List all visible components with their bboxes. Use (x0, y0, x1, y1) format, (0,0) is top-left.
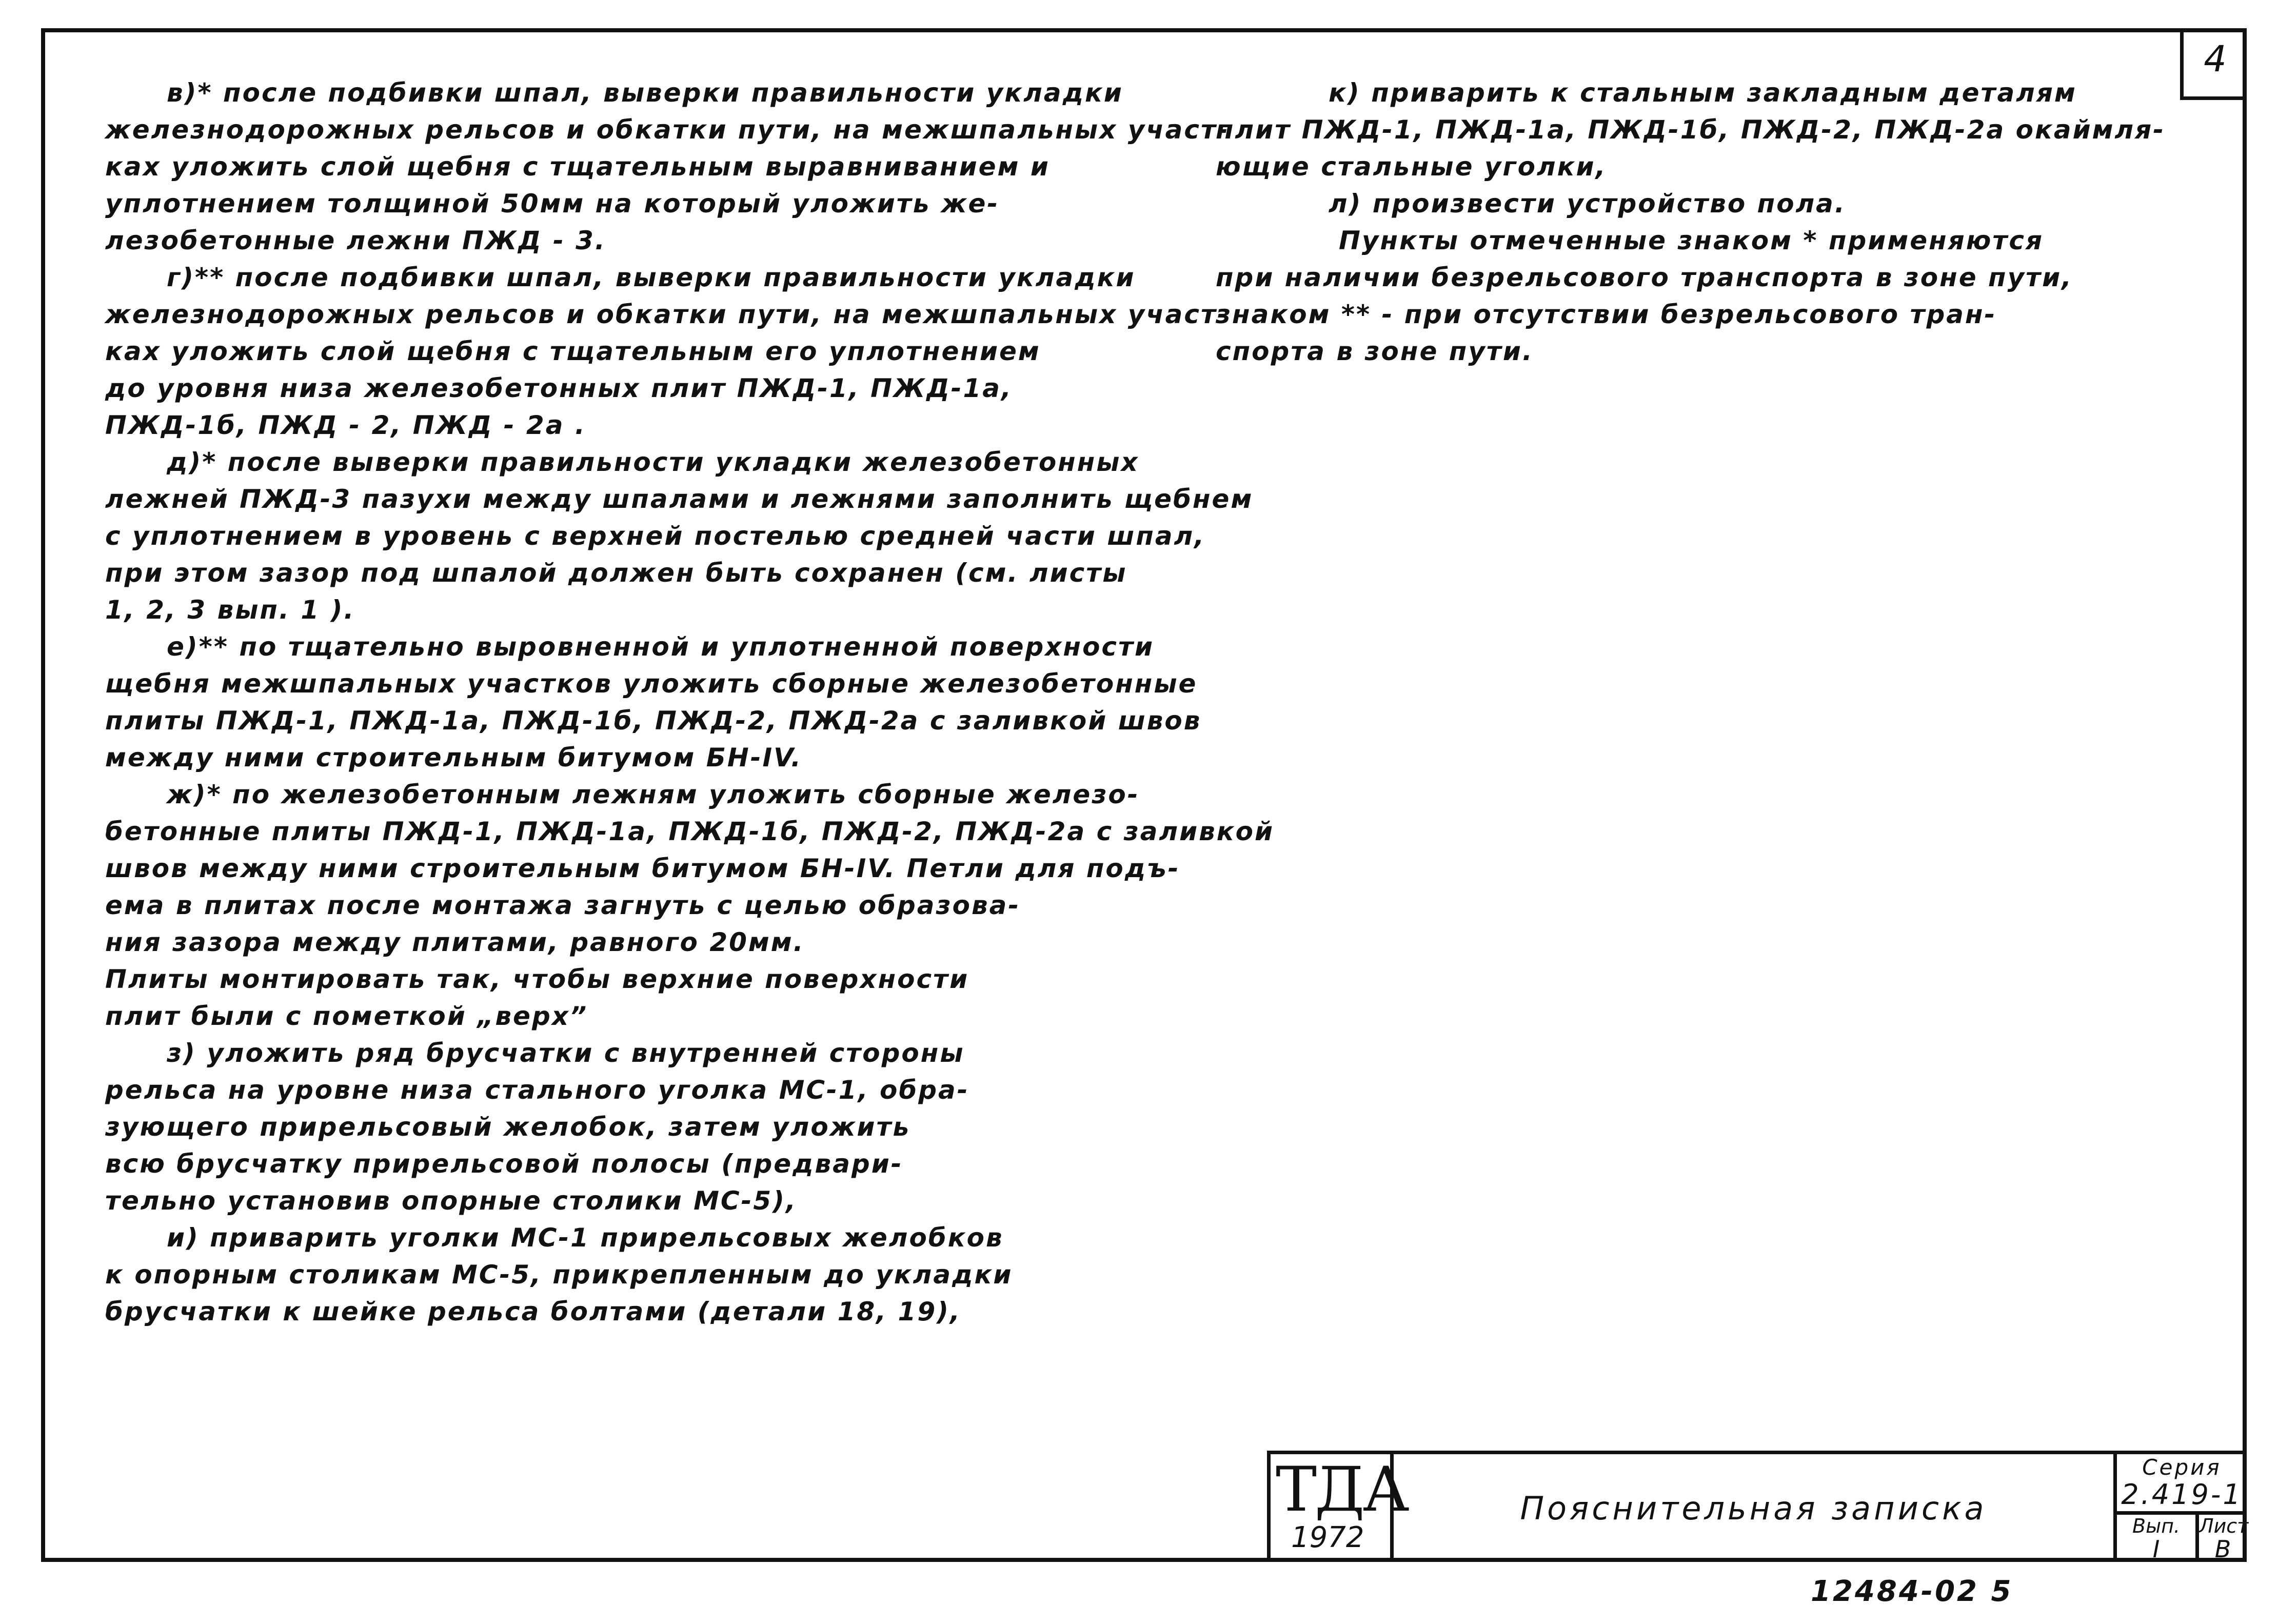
text-line: бетонные плиты ПЖД-1, ПЖД-1а, ПЖД-1б, ПЖД-2, ПЖД-2а с заливкой (105, 817, 1275, 846)
text-line: с уплотнением в уровень с верхней постелью средней части шпал, (105, 521, 1206, 551)
logo-text: ТДА (1276, 1454, 1408, 1526)
text-line: 1, 2, 3 вып. 1 ). (105, 595, 355, 625)
text-line: рельса на уровне низа стального уголка МС-1, обра- (105, 1075, 969, 1105)
issue-cell (2117, 1515, 2199, 1562)
text-line: в)* после подбивки шпал, выверки правильности укладки (167, 78, 1123, 108)
document-title: Пояснительная записка (1394, 1454, 2117, 1562)
text-line: всю брусчатку прирельсовой полосы (предвари- (105, 1149, 903, 1179)
text-line: з) уложить ряд брусчатки с внутренней стороны (167, 1038, 965, 1068)
left-text-column (105, 74, 1275, 1330)
text-line: д)* после выверки правильности укладки железобетонных (167, 447, 1139, 477)
text-line: е)** по тщательно выровненной и уплотненной поверхности (167, 632, 1155, 662)
text-line: ПЖД-1б, ПЖД - 2, ПЖД - 2а . (105, 410, 586, 440)
text-line: ема в плитах после монтажа загнуть с целью образова- (105, 890, 1021, 920)
text-line: плит ПЖД-1, ПЖД-1а, ПЖД-1б, ПЖД-2, ПЖД-2а окаймля- (1216, 115, 2166, 145)
text-line: лезобетонные лежни ПЖД - 3. (105, 226, 606, 255)
text-line: л) произвести устройство пола. (1329, 189, 1846, 219)
page-number: 4 (2180, 28, 2247, 100)
issue-value: I (2152, 1535, 2160, 1563)
text-line: швов между ними строительным битумом БН-IV. Петли для подъ- (105, 854, 1180, 883)
text-line: ния зазора между плитами, равного 20мм. (105, 927, 805, 957)
series-cell (2117, 1454, 2247, 1515)
series-number: 2.419-1 (2121, 1478, 2243, 1511)
text-line: уплотнением толщиной 50мм на который уложить же- (105, 189, 1000, 219)
text-line: железнодорожных рельсов и обкатки пути, на межшпальных участ- (105, 115, 1230, 145)
sheet-value: В (2214, 1535, 2231, 1563)
text-line: ж)* по железобетонным лежням уложить сборные железо- (167, 780, 1140, 809)
text-line: между ними строительным битумом БН-IV. (105, 743, 802, 773)
text-line: к) приварить к стальным закладным деталям (1329, 78, 2077, 108)
text-line: ках уложить слой щебня с тщательным его уплотнением (105, 336, 1041, 366)
text-line: Пункты отмеченные знаком * применяются (1339, 226, 2044, 255)
text-line: брусчатки к шейке рельса болтами (детали 18, 19), (105, 1297, 961, 1326)
text-line: спорта в зоне пути. (1216, 336, 1534, 366)
sheet-cell (2199, 1515, 2247, 1562)
text-line: зующего прирельсовый желобок, затем уложить (105, 1112, 911, 1142)
text-line: плит были с пометкой „верх” (105, 1001, 588, 1031)
text-line: ющие стальные уголки, (1216, 152, 1607, 182)
series-label: Серия (2142, 1455, 2222, 1480)
text-line: при этом зазор под шпалой должен быть сохранен (см. листы (105, 558, 1127, 588)
text-line: до уровня низа железобетонных плит ПЖД-1, ПЖД-1а, (105, 373, 1013, 403)
text-line: к опорным столикам МС-5, прикрепленным до укладки (105, 1260, 1013, 1290)
text-line: лежней ПЖД-3 пазухи между шпалами и лежнями заполнить щебнем (105, 484, 1254, 514)
archive-stamp: 12484-02 5 (1811, 1575, 2013, 1608)
text-line: ках уложить слой щебня с тщательным выравниванием и (105, 152, 1050, 182)
title-block-logo (1271, 1454, 1408, 1562)
text-line: щебня межшпальных участков уложить сборные железобетонные (105, 669, 1198, 699)
text-line: при наличии безрельсового транспорта в зоне пути, (1216, 263, 2073, 292)
text-line: г)** после подбивки шпал, выверки правильности укладки (167, 263, 1136, 292)
year-label: 1972 (1291, 1521, 1364, 1554)
title-block (1267, 1451, 2247, 1562)
text-line: Плиты монтировать так, чтобы верхние поверхности (105, 964, 969, 994)
text-line: знаком ** - при отсутствии безрельсового тран- (1216, 300, 1997, 329)
text-line: и) приварить уголки МС-1 прирельсовых желобков (167, 1223, 1004, 1253)
sheet-label: Лист (2199, 1515, 2249, 1537)
right-text-column (1216, 74, 2165, 370)
text-line: железнодорожных рельсов и обкатки пути, на межшпальных участ- (105, 300, 1230, 329)
issue-label: Вып. (2132, 1515, 2180, 1537)
text-line: тельно установив опорные столики МС-5), (105, 1186, 797, 1216)
text-line: плиты ПЖД-1, ПЖД-1а, ПЖД-1б, ПЖД-2, ПЖД-2а с заливкой швов (105, 706, 1202, 736)
